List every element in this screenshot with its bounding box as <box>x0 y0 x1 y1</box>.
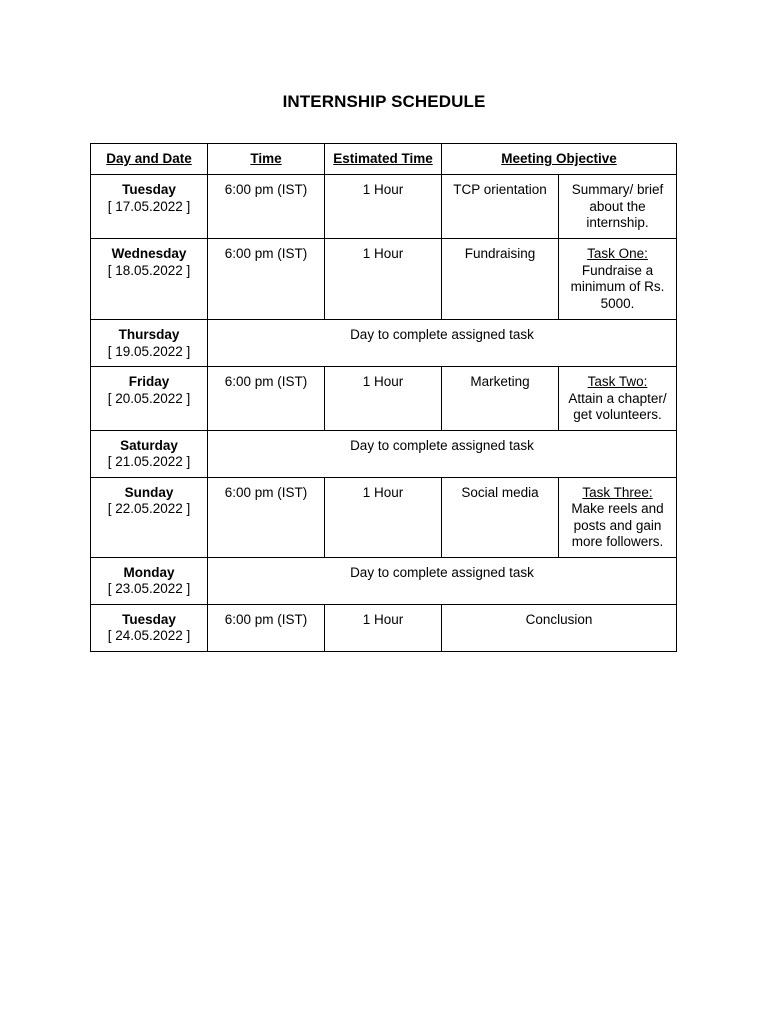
merged-task-cell: Day to complete assigned task <box>208 557 677 604</box>
topic-cell: Marketing <box>442 367 559 431</box>
topic-cell: Social media <box>442 477 559 557</box>
header-time: Time <box>208 144 325 175</box>
estimated-time-cell: 1 Hour <box>325 604 442 651</box>
day-name: Tuesday <box>122 611 176 627</box>
header-day-and-date: Day and Date <box>91 144 208 175</box>
task-label: Task One: <box>587 246 648 261</box>
day-date: [ 19.05.2022 ] <box>107 343 191 359</box>
time-cell: 6:00 pm (IST) <box>208 239 325 320</box>
day-cell <box>91 320 208 367</box>
detail-cell <box>559 239 677 320</box>
detail-cell <box>559 367 677 431</box>
day-date: [ 24.05.2022 ] <box>107 628 191 643</box>
day-name: Thursday <box>118 327 180 342</box>
time-cell: 6:00 pm (IST) <box>208 477 325 557</box>
day-name: Sunday <box>124 484 174 500</box>
detail-text: Summary/ brief about the internship. <box>571 182 664 230</box>
table-row <box>91 239 677 320</box>
table-row <box>91 557 677 604</box>
estimated-time-cell: 1 Hour <box>325 477 442 557</box>
page-title: INTERNSHIP SCHEDULE <box>282 92 486 111</box>
time-cell: 6:00 pm (IST) <box>208 367 325 431</box>
day-date: [ 22.05.2022 ] <box>107 501 191 516</box>
estimated-time-cell: 1 Hour <box>325 367 442 431</box>
day-date: [ 18.05.2022 ] <box>107 262 191 278</box>
day-cell <box>91 557 208 604</box>
day-cell <box>91 430 208 477</box>
detail-text: Make reels and posts and gain more followers. <box>571 501 664 549</box>
day-name: Tuesday <box>122 182 176 197</box>
day-name: Saturday <box>120 437 178 453</box>
merged-task-cell: Day to complete assigned task <box>208 320 677 367</box>
day-name: Monday <box>123 564 175 580</box>
day-date: [ 21.05.2022 ] <box>107 454 191 469</box>
time-cell: 6:00 pm (IST) <box>208 604 325 651</box>
objective-cell: Conclusion <box>442 604 677 651</box>
task-label: Task Three: <box>582 484 653 500</box>
table-header-row <box>91 144 677 175</box>
detail-cell <box>559 477 677 557</box>
day-cell <box>91 367 208 431</box>
table-row <box>91 430 677 477</box>
day-date: [ 17.05.2022 ] <box>107 198 191 214</box>
schedule-table <box>90 143 677 652</box>
estimated-time-cell: 1 Hour <box>325 175 442 239</box>
day-cell <box>91 477 208 557</box>
topic-cell: Fundraising <box>442 239 559 320</box>
table-row <box>91 477 677 557</box>
header-meeting-objective: Meeting Objective <box>442 144 677 175</box>
merged-task-cell: Day to complete assigned task <box>208 430 677 477</box>
table-row <box>91 175 677 239</box>
day-name: Wednesday <box>111 246 187 261</box>
day-date: [ 20.05.2022 ] <box>107 390 191 406</box>
detail-text: Attain a chapter/ get volunteers. <box>568 390 667 422</box>
day-name: Friday <box>128 374 170 389</box>
table-row <box>91 320 677 367</box>
header-estimated-time: Estimated Time <box>325 144 442 175</box>
detail-text: Fundraise a minimum of Rs. 5000. <box>570 262 665 311</box>
table-row <box>91 367 677 431</box>
day-cell <box>91 175 208 239</box>
day-cell <box>91 239 208 320</box>
day-date: [ 23.05.2022 ] <box>107 581 191 596</box>
topic-cell: TCP orientation <box>442 175 559 239</box>
day-cell <box>91 604 208 651</box>
task-label: Task Two: <box>587 374 648 389</box>
estimated-time-cell: 1 Hour <box>325 239 442 320</box>
table-row <box>91 604 677 651</box>
detail-cell <box>559 175 677 239</box>
time-cell: 6:00 pm (IST) <box>208 175 325 239</box>
